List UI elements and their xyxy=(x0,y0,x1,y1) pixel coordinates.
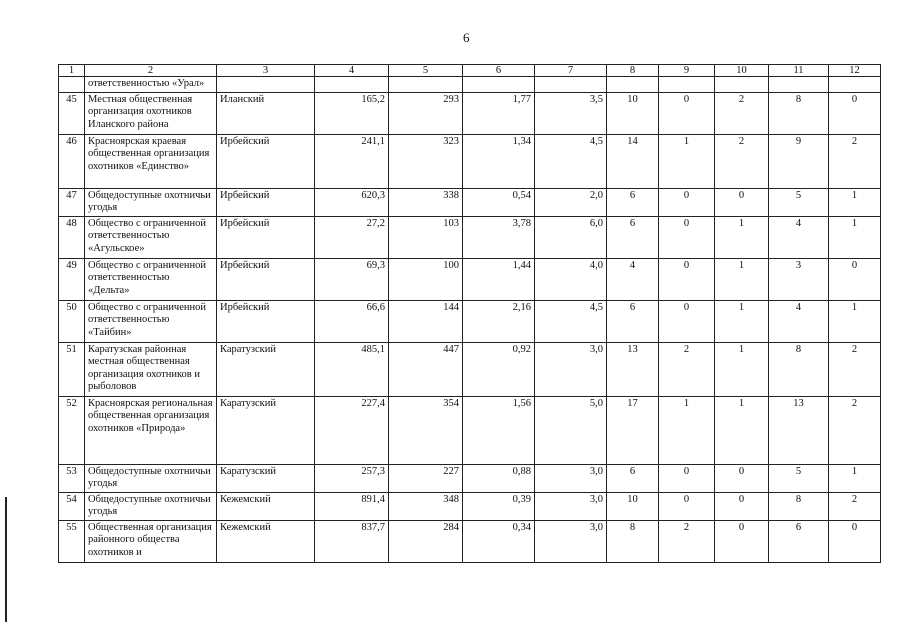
col8-cell: 4 xyxy=(607,258,659,300)
col11-cell: 8 xyxy=(769,92,829,134)
organization-cell: Общественная организация районного общества охотников и xyxy=(85,520,217,562)
organization-cell: Красноярская региональная общественная организация охотников «Природа» xyxy=(85,396,217,464)
table-row xyxy=(59,300,881,342)
col10-cell: 1 xyxy=(715,258,769,300)
table-row xyxy=(59,342,881,396)
col10-cell: 1 xyxy=(715,396,769,464)
col11-cell: 4 xyxy=(769,216,829,258)
col8-cell: 6 xyxy=(607,464,659,492)
col8-cell: 6 xyxy=(607,216,659,258)
col11-cell: 8 xyxy=(769,342,829,396)
table-row xyxy=(59,188,881,216)
col9-cell: 0 xyxy=(659,464,715,492)
col4-cell: 66,6 xyxy=(315,300,389,342)
organization-cell: Общедоступные охотничьи угодья xyxy=(85,188,217,216)
col4-cell: 837,7 xyxy=(315,520,389,562)
col10-cell: 1 xyxy=(715,342,769,396)
district-cell: Ирбейский xyxy=(217,258,315,300)
table-row xyxy=(59,520,881,562)
col6-cell: 1,77 xyxy=(463,92,535,134)
district-cell: Ирбейский xyxy=(217,300,315,342)
col6-cell: 1,56 xyxy=(463,396,535,464)
col11-cell: 3 xyxy=(769,258,829,300)
header-cell-4: 4 xyxy=(315,65,389,77)
col6-cell: 1,34 xyxy=(463,134,535,188)
col5-cell: 227 xyxy=(389,464,463,492)
row-number-cell: 50 xyxy=(59,300,85,342)
col10-cell: 0 xyxy=(715,188,769,216)
col10-cell: 2 xyxy=(715,92,769,134)
col12-cell: 2 xyxy=(829,342,881,396)
continuation-row xyxy=(59,77,881,93)
district-cell: Иланский xyxy=(217,92,315,134)
col8-cell: 10 xyxy=(607,92,659,134)
row-number-cell: 55 xyxy=(59,520,85,562)
col6-cell: 3,78 xyxy=(463,216,535,258)
header-cell-2: 2 xyxy=(85,65,217,77)
col12-cell: 1 xyxy=(829,464,881,492)
col9-cell: 0 xyxy=(659,188,715,216)
col10-cell: 0 xyxy=(715,464,769,492)
row-number-cell: 45 xyxy=(59,92,85,134)
col6-cell: 0,92 xyxy=(463,342,535,396)
col11-cell: 13 xyxy=(769,396,829,464)
col6-cell: 0,34 xyxy=(463,520,535,562)
col8-cell: 13 xyxy=(607,342,659,396)
col10-cell: 0 xyxy=(715,520,769,562)
table-row xyxy=(59,134,881,188)
col5-cell: 338 xyxy=(389,188,463,216)
col4-cell: 227,4 xyxy=(315,396,389,464)
col7-cell: 3,0 xyxy=(535,342,607,396)
col5-cell: 447 xyxy=(389,342,463,396)
col6-cell: 0,54 xyxy=(463,188,535,216)
district-cell: Каратузский xyxy=(217,396,315,464)
district-cell: Каратузский xyxy=(217,342,315,396)
district-cell: Кежемский xyxy=(217,492,315,520)
col7-cell: 3,5 xyxy=(535,92,607,134)
row-number-cell: 48 xyxy=(59,216,85,258)
col5-cell: 293 xyxy=(389,92,463,134)
header-cell-6: 6 xyxy=(463,65,535,77)
district-cell: Ирбейский xyxy=(217,216,315,258)
col4-cell: 891,4 xyxy=(315,492,389,520)
col9-cell: 1 xyxy=(659,134,715,188)
col10-cell: 1 xyxy=(715,300,769,342)
col7-cell: 3,0 xyxy=(535,464,607,492)
header-cell-11: 11 xyxy=(769,65,829,77)
header-cell-9: 9 xyxy=(659,65,715,77)
page-number: 6 xyxy=(463,30,470,45)
header-cell-3: 3 xyxy=(217,65,315,77)
table-row xyxy=(59,492,881,520)
col7-cell: 4,0 xyxy=(535,258,607,300)
col7-cell: 3,0 xyxy=(535,492,607,520)
table-row xyxy=(59,396,881,464)
col9-cell: 1 xyxy=(659,396,715,464)
col11-cell: 9 xyxy=(769,134,829,188)
col12-cell: 0 xyxy=(829,258,881,300)
col7-cell: 4,5 xyxy=(535,300,607,342)
row-number-cell: 47 xyxy=(59,188,85,216)
col9-cell: 0 xyxy=(659,492,715,520)
organization-cell: Общество с ограниченной ответственностью «Агульское» xyxy=(85,216,217,258)
col8-cell: 6 xyxy=(607,188,659,216)
col5-cell: 284 xyxy=(389,520,463,562)
table-row xyxy=(59,258,881,300)
col9-cell: 0 xyxy=(659,258,715,300)
col10-cell: 2 xyxy=(715,134,769,188)
col11-cell: 5 xyxy=(769,464,829,492)
col11-cell: 5 xyxy=(769,188,829,216)
row-number-cell: 53 xyxy=(59,464,85,492)
col5-cell: 103 xyxy=(389,216,463,258)
col5-cell: 348 xyxy=(389,492,463,520)
row-number-cell: 46 xyxy=(59,134,85,188)
header-cell-12: 12 xyxy=(829,65,881,77)
col4-cell: 27,2 xyxy=(315,216,389,258)
col8-cell: 14 xyxy=(607,134,659,188)
row-number-cell: 51 xyxy=(59,342,85,396)
col5-cell: 144 xyxy=(389,300,463,342)
col12-cell: 1 xyxy=(829,300,881,342)
col4-cell: 69,3 xyxy=(315,258,389,300)
col7-cell: 6,0 xyxy=(535,216,607,258)
col8-cell: 6 xyxy=(607,300,659,342)
col4-cell: 241,1 xyxy=(315,134,389,188)
col12-cell: 2 xyxy=(829,492,881,520)
organization-cell: Каратузская районная местная общественная организация охотников и рыболовов xyxy=(85,342,217,396)
col12-cell: 0 xyxy=(829,520,881,562)
col4-cell: 165,2 xyxy=(315,92,389,134)
organization-cell: Местная общественная организация охотников Иланского района xyxy=(85,92,217,134)
col7-cell: 2,0 xyxy=(535,188,607,216)
col7-cell: 5,0 xyxy=(535,396,607,464)
col11-cell: 4 xyxy=(769,300,829,342)
col9-cell: 0 xyxy=(659,216,715,258)
col7-cell: 4,5 xyxy=(535,134,607,188)
col6-cell: 2,16 xyxy=(463,300,535,342)
organization-cell: Общество с ограниченной ответственностью «Дельта» xyxy=(85,258,217,300)
row-number-cell: 49 xyxy=(59,258,85,300)
col12-cell: 1 xyxy=(829,216,881,258)
row-number-cell: 52 xyxy=(59,396,85,464)
header-cell-8: 8 xyxy=(607,65,659,77)
continuation-num-cell xyxy=(59,77,85,93)
col11-cell: 8 xyxy=(769,492,829,520)
col12-cell: 1 xyxy=(829,188,881,216)
col5-cell: 100 xyxy=(389,258,463,300)
col12-cell: 0 xyxy=(829,92,881,134)
col8-cell: 10 xyxy=(607,492,659,520)
district-cell: Ирбейский xyxy=(217,134,315,188)
continuation-name-cell: ответственностью «Урал» xyxy=(85,77,217,93)
table-body xyxy=(59,65,881,563)
col4-cell: 620,3 xyxy=(315,188,389,216)
row-number-cell: 54 xyxy=(59,492,85,520)
col4-cell: 485,1 xyxy=(315,342,389,396)
col7-cell: 3,0 xyxy=(535,520,607,562)
hunting-grounds-table xyxy=(58,64,881,563)
header-cell-10: 10 xyxy=(715,65,769,77)
table-row xyxy=(59,92,881,134)
header-cell-5: 5 xyxy=(389,65,463,77)
col5-cell: 323 xyxy=(389,134,463,188)
col9-cell: 2 xyxy=(659,520,715,562)
col12-cell: 2 xyxy=(829,396,881,464)
organization-cell: Общедоступные охотничьи угодья xyxy=(85,492,217,520)
col9-cell: 0 xyxy=(659,92,715,134)
header-cell-7: 7 xyxy=(535,65,607,77)
col9-cell: 0 xyxy=(659,300,715,342)
table-row xyxy=(59,464,881,492)
col10-cell: 0 xyxy=(715,492,769,520)
col5-cell: 354 xyxy=(389,396,463,464)
col4-cell: 257,3 xyxy=(315,464,389,492)
organization-cell: Общедоступные охотничьи угодья xyxy=(85,464,217,492)
col9-cell: 2 xyxy=(659,342,715,396)
header-cell-1: 1 xyxy=(59,65,85,77)
district-cell: Ирбейский xyxy=(217,188,315,216)
header-row xyxy=(59,65,881,77)
col10-cell: 1 xyxy=(715,216,769,258)
col6-cell: 0,88 xyxy=(463,464,535,492)
col8-cell: 17 xyxy=(607,396,659,464)
col8-cell: 8 xyxy=(607,520,659,562)
organization-cell: Общество с ограниченной ответственностью «Тайбин» xyxy=(85,300,217,342)
district-cell: Каратузский xyxy=(217,464,315,492)
organization-cell: Красноярская краевая общественная организация охотников «Единство» xyxy=(85,134,217,188)
col6-cell: 0,39 xyxy=(463,492,535,520)
col12-cell: 2 xyxy=(829,134,881,188)
binding-line xyxy=(5,497,7,622)
table-row xyxy=(59,216,881,258)
district-cell: Кежемский xyxy=(217,520,315,562)
col6-cell: 1,44 xyxy=(463,258,535,300)
col11-cell: 6 xyxy=(769,520,829,562)
